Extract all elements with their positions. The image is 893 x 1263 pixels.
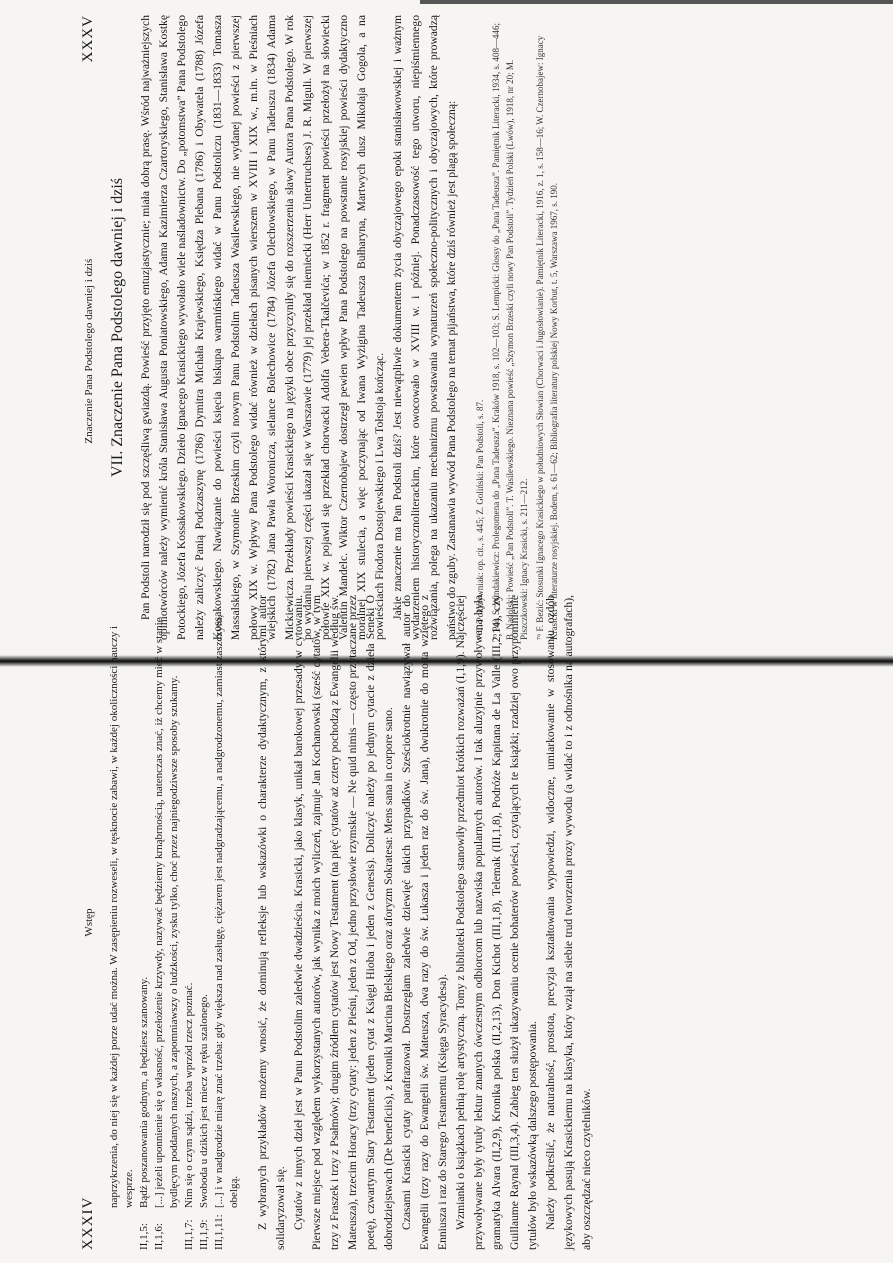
quote-line — [107, 595, 137, 1250]
quote-text: Swoboda u dzikich jest miecz w ręku szalonego. — [198, 994, 210, 1208]
quote-ref: II,1,5: — [138, 1223, 150, 1250]
footnote: ⁷⁴ T. Pokrzywniak: op. cit., s. 445; Z. Goliński: Pan Podstoli, s. 87. — [475, 399, 485, 640]
quote-text: Nim się o czym sądzi, trzeba wprzód rzecz poznać. — [183, 982, 195, 1208]
left-page — [80, 595, 880, 1250]
quote-line — [182, 595, 197, 1250]
quote-text: naprzykrzenia, do niej się w każdej porze udać można. W zasępieniu rozweseli, w tęsknocie zabawi, w każdej okoliczności nauczy i wesprze. — [108, 625, 135, 1208]
running-head-title: Wstęp — [83, 908, 95, 937]
quote-ref: III,1,7: — [183, 1219, 195, 1250]
quote-ref: III,1,11: — [213, 1214, 225, 1250]
paragraph: Wzmianki o książkach pełnią rolę artystyczną. Tomy z biblioteki Podstolego stanowiły przedmiot krótkich rozważań (I,1,9). Najczęściej przywoływane były tytuły lektur znanych ówczesnym odbiorcom lub nazwiska popularnych autorów. I tak aluzyjnie przywoływana była gramatyka Alvara (II,2,9), Kronika polska (II,2,13), Don Kichot (III,1,8), Telemak (III,1,8), Podróże Kapitana de La Valle (III,2,14), czy Guillaume Raynal (III,3,4). Zabieg ten służył ukazywaniu ocenie bohaterów powieści, czytających te książki; rzadziej owo przypomnienie tytułów było wskazówką dalszego postępowania. — [454, 595, 539, 1250]
folio-number: XXXIV — [80, 1196, 96, 1250]
quote-line — [197, 595, 212, 1250]
folio-number: XXXV — [80, 15, 96, 63]
chapter-title: VII. Znaczenie Pana Podstolego dawniej i dziś — [109, 177, 126, 478]
quote-ref — [107, 1208, 137, 1250]
running-head-title: Znaczenie Pana Podstolego dawniej i dziś — [83, 258, 95, 444]
footnote: ⁷⁵ Por. S. Windakiewicz: Prolegomena do „Pana Tadeusza”. Kraków 1918, s. 102—103; S. Lempicki: Glossy do „Pana Tadeusza”. Pamiętnik Literacki, 1934, s. 408—446; B. Nadolski: Powieść „Pan Podstoli”. T. Wasilewskiego. Nieznana powieść „Szymon Brzeski czyli nowy Pan Podstoli”. Tydzień Polski (Lwów), 1918, nr 20; M. Piszczkowski: Ignacy Krasicki, s. 211—212. — [491, 22, 529, 640]
running-head — [80, 595, 97, 1250]
page-edge — [420, 0, 893, 4]
paragraph: Cytatów z innych dzieł jest w Panu Podstolim zaledwie dwadzieścia. Krasicki, jako klasyk, unikał barokowej przesady w cytowaniu. Pierwsze miejsce pod względem wykorzystanych autorów, jak wynika z moich wyliczeń, zajmuje Jan Kochanowski (sześć cytatów, w tym trzy z Fraszek i trzy z Psałmów); drugim źródłem cytatów jest Nowy Testament (na pięć cytatów aż cztery pochodzą z Ewangelii według św. Mateusza), trzecim Horacy (trzy cytaty: jeden z Pieśni, jeden z Od, jedno przysłowie rzymskie — Ne quid nimis — często przytaczane przez poetę), czwartym Stary Testament (jeden cytat z Księgi Hioba i jeden z Genesis). Doliczyć należy po jednym cytacie z dzieła Seneki O dobrodziejstwach (De beneficiis), z Kroniki Marcina Bielskiego oraz aforyzm Sokratesa: Mens sana in corpore sano. — [292, 595, 395, 1250]
footnote: ⁷⁶ F. Bezić: Stosunki Ignacego Krasickiego w południowych Słowian (Chorwaci i Jugosłowianie). Pamiętnik Literacki, 1916, z. 1, s. 158—16; W. Czernobajew: Ignacy Krasicki w literaturze rosyjskiej. Bodem, s. 61—62; Bibliografia literatury polskiej Nowy Korbut, t. 5, Warszawa 1967, s. 190. — [535, 35, 559, 640]
quote-text: Bądź poszanowania godnym, a będziesz szanowany. — [138, 976, 150, 1208]
quote-ref: III,1,9: — [198, 1219, 210, 1250]
paragraph: Z wybranych przykładów możemy wnosić, że dominują refleksje lub wskazówki o charakterze dydaktycznym, z którymi autor solidaryzował się. — [256, 595, 287, 1250]
paragraph: Czasami Krasicki cytaty parafrazował. Dostrzegłam zaledwie dziewięć takich przypadków. Sześciokrotnie nawiązywał autor do Ewangelii (trzy razy do Ewangelii św. Mateusza, dwa razy do św. Łukasza i jeden raz do św. Jana), dwukrotnie do motta wziętego z Enniusza i raz do Starego Testamentu (Księga Syracydesa). — [400, 595, 449, 1250]
quote-text: [...] i w nadgrodzie miarę znać trzeba: gdy większa nad zasługę, ciężarem jest nadgradzającemu, a nadgrodzonemu, zamiast zaszczytu, obelgą. — [213, 614, 240, 1208]
quote-line — [212, 595, 242, 1250]
paragraph: Jakie znaczenie ma Pan Podstoli dziś? Jest niewątpliwie dokumentem życia obyczajowego epoki stanisławowskiej i ważnym wydarzeniem historycznoliterackim, które owocowało w XVIII w. i później. Ponadczasowość tego utworu, niepiśmiennego rozwiązania, polega na ukazaniu mechanizmu powstawania wynaturzeń społeczno-politycznych i obyczajowych, które prowadzą państwo do zguby. Zastanawia wywód Pana Podstolego na temat pijaństwa, które dziś również jest plagą społeczną: — [391, 15, 458, 640]
right-page — [80, 15, 880, 640]
quote-line — [152, 595, 182, 1250]
quote-text: [...] jeżeli uponnienie się o własność, przełożenie krzywdy, nazywać będziemy krnąbrnością, natenczas znać, iż chcemy mieć w stanie bydlęcym poddanych naszych, a zapomniawszy o ludzkości, zysku tylko, choć przez najniegodziwsze sposoby szukamy. — [153, 617, 180, 1208]
paragraph: Pan Podstoli narodził się pod szczęśliwą gwiazdą. Powieść przyjęto entuzjastycznie; miała dobrą prasę. Wśród najważniejszych opiniotwórców należy wymienić króla Stanisława Augusta Poniatowskiego, Adama Kazimierza Czartoryskiego, Stanisława Kostkę Potockiego, Józefa Kossakowskiego. Dzieło Ignacego Krasickiego wywołało wiele naśladownictw. Do „potomstwa” Pana Podstolego należy zaliczyć Panią Podczaszynę (1786) Dymitra Michała Krajewskiego, Księdza Plebana (1786) i Obywatela (1788) Józefa Kossakowskiego. Nawiązanie do powieści księcia biskupa warmińskiego widać w Panu Podstoliczu (1831—1833) Tomasza Massalskiego, w Szymonie Brzeskim czyli nowym Panu Podstolim Tadeusza Wasilewskiego, nie wydanej powieści z pierwszej połowy XIX w. Wpływy Pana Podstolego widać również w dziełach pisanych wierszem w XVIII i XIX w., m.in. w Pieśniach wiejskich (1782) Jana Pawła Woronicza, sielance Bolechowice (1784) Józefa Olechowskiego, w Panu Tadeuszu (1834) Adama Mickiewicza. Przekłady powieści Krasickiego na języki obce przyczyniły się do rozszerzenia sławy Autora Pana Podstolego. W rok po wydaniu pierwszej części ukazał się w Warszawie (1779) jej przekład niemiecki (Herr Untertruchses) J. R. Miguli. W pierwszej połowie XIX w. pojawił się przekład chorwacki Adolfa Vebera-Tkalčevića; w 1852 r. fragment powieści przełożył na słowiecki Valentin Mandelc. Wiktor Czernobajew dostrzegł pewien wpływ Pana Podstolego na powstanie rosyjskiej powieści dydaktyczno moralnej XIX stulecia, a więc poczynając od Iwana Wyżigina Tadeusza Bułharyna, Martwych dusz Mikołaja Gogola, a na powieściach Fiodora Dostojewskiego i Lwa Tołstoja kończąc. — [139, 15, 386, 640]
paragraph: Należy podkreślić, że naturalność, prostota, precyzja kształtowania wypowiedzi, widoczne, umiarkowanie w stosowaniu ozdób językowych pasują Krasickiemu na klasyka, który wziął na siebie trud tworzenia prozy wywodu (a widać to i z odnośnika na autografach), aby oszczędzać nieco czytelników. — [544, 595, 593, 1250]
body-text — [137, 15, 461, 640]
running-head — [80, 15, 97, 640]
quote-ref: II,1,6: — [153, 1223, 165, 1250]
body-text — [254, 595, 596, 1250]
quote-block — [107, 595, 242, 1250]
footnotes — [473, 15, 561, 640]
quote-line — [137, 595, 152, 1250]
